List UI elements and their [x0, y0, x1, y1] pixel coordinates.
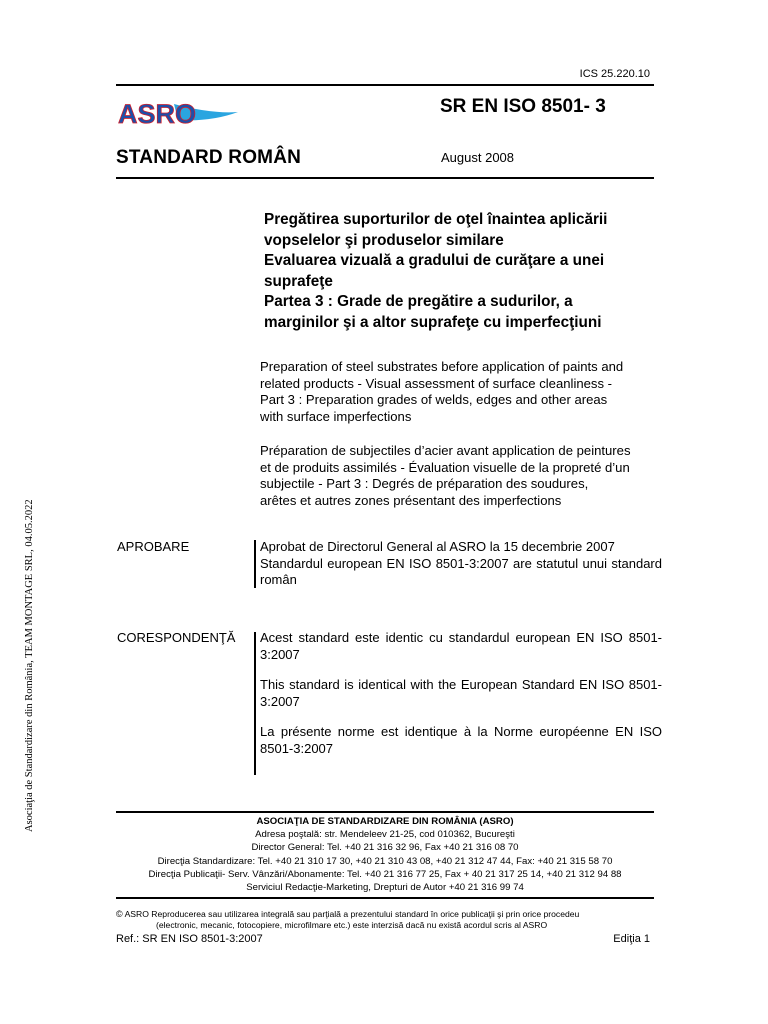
asro-logo [116, 94, 246, 140]
title-romanian [264, 210, 664, 333]
copyright-line: ASRO Reproducerea sau utilizarea integrală sau parţială a prezentului standard în orice publicaţii şi prin orice procedeu [124, 909, 580, 919]
footer-line: Direcţia Publicaţii- Serv. Vânzări/Abonamente: Tel. +40 21 316 77 25, Fax + 40 21 317 25 14, +40 21 312 94 88 [148, 868, 622, 880]
footer-line: Direcţia Standardizare: Tel. +40 21 310 17 30, +40 21 310 43 08, +40 21 312 47 44, Fax: +40 21 315 58 70 [157, 855, 613, 867]
title-ro-line: suprafeţe [264, 272, 333, 290]
footer-rule-bottom [116, 897, 654, 899]
footer-rule-top [116, 811, 654, 813]
watermark-text: Asociaţia de Standardizare din România, TEAM MONTAGE SRL, 04.05.2022 [24, 499, 35, 832]
footer-org-name: ASOCIAŢIA DE STANDARDIZARE DIN ROMÂNIA (ASRO) [256, 816, 514, 827]
title-fr-line: subjectile - Part 3 : Degrés de préparation des soudures, [260, 476, 589, 491]
approval-text [260, 539, 662, 589]
correspondence-en: This standard is identical with the European Standard EN ISO 8501-3:2007 [260, 677, 662, 709]
correspondence-fr: La présente norme est identique à la Norme européenne EN ISO 8501-3:2007 [260, 724, 662, 756]
title-ro-line: Evaluarea vizuală a gradului de curăţare a unei [264, 252, 605, 269]
title-ro-line: marginilor şi a altor suprafeţe cu imperfecţiuni [264, 313, 602, 331]
title-english [260, 359, 662, 425]
copyright-notice [116, 909, 656, 931]
footer-contact [100, 815, 670, 894]
title-fr-line: Préparation de subjectiles d’acier avant application de peintures [260, 443, 631, 458]
title-en-line: related products - Visual assessment of surface cleanliness - [260, 375, 613, 391]
standard-code: SR EN ISO 8501- 3 [440, 96, 606, 117]
header-rule-bottom [116, 177, 654, 179]
title-en-line: Preparation of steel substrates before application of paints and [260, 359, 624, 374]
publication-date: August 2008 [441, 150, 515, 165]
title-ro-line: Pregătirea suporturilor de oţel înaintea aplicării [264, 211, 608, 228]
title-en-line: with surface imperfections [260, 408, 412, 424]
correspondence-label: CORESPONDENŢĂ [117, 630, 236, 645]
footer-line: Adresa poştală: str. Mendeleev 21-25, cod 010362, Bucureşti [255, 829, 515, 841]
footer-line: Director General: Tel. +40 21 316 32 96, Fax +40 21 316 08 70 [251, 842, 519, 854]
correspondence-ro: Acest standard este identic cu standardul european EN ISO 8501-3:2007 [260, 630, 662, 662]
copyright-icon: © [116, 909, 123, 919]
correspondence-text [260, 630, 662, 771]
footer-line: Serviciul Redacţie-Marketing, Drepturi de Autor +40 21 316 99 74 [246, 882, 524, 894]
title-en-line: Part 3 : Preparation grades of welds, edges and other areas [260, 392, 608, 407]
approval-label: APROBARE [117, 539, 190, 554]
document-reference: Ref.: SR EN ISO 8501-3:2007 [116, 933, 263, 945]
title-fr-line: arêtes et autres zones présentant des imperfections [260, 492, 562, 508]
approval-divider [254, 540, 256, 588]
ics-code: ICS 25.220.10 [579, 68, 650, 80]
standard-label: STANDARD ROMÂN [116, 147, 302, 168]
approval-line: Aprobat de Directorul General al ASRO la 15 decembrie 2007 [260, 539, 615, 554]
logo-text: ASRO [118, 99, 197, 129]
title-fr-line: et de produits assimilés - Évaluation visuelle de la propreté d’un [260, 459, 630, 475]
title-ro-line: Partea 3 : Grade de pregătire a sudurilor, a [264, 293, 573, 310]
correspondence-divider [254, 632, 256, 775]
edition-number: Ediţia 1 [613, 933, 650, 945]
title-french [260, 443, 662, 509]
copyright-line: (electronic, mecanic, fotocopiere, microfilmare etc.) este interzisă dacă nu există acordul scris al ASRO [156, 920, 548, 930]
approval-status: Standardul european EN ISO 8501-3:2007 are statutul unui standard român [260, 555, 662, 587]
header-rule-top [116, 84, 654, 86]
title-ro-line: vopselelor şi produselor similare [264, 231, 504, 249]
